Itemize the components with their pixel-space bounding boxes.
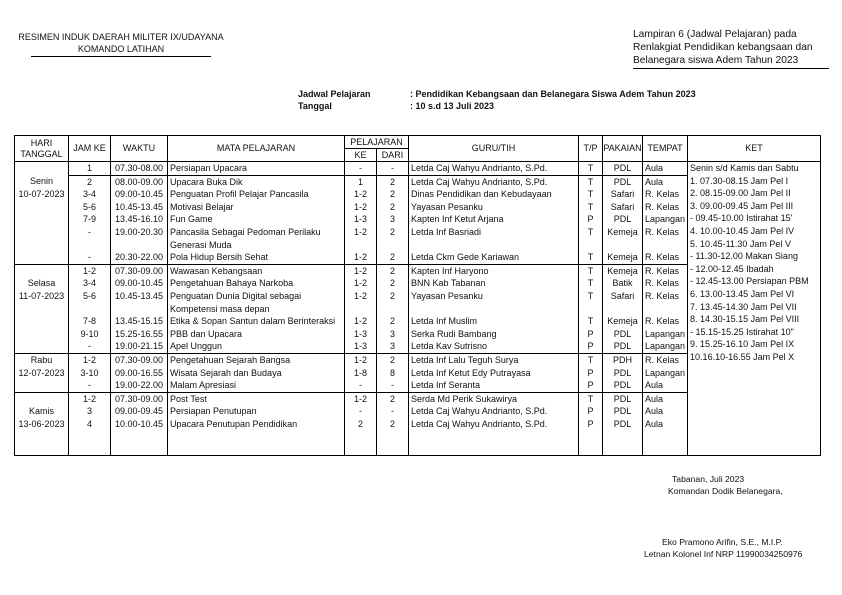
jam-cell: 1-2 — [69, 392, 111, 405]
header-right — [633, 28, 833, 69]
dari-cell: 3 — [377, 213, 409, 226]
dari-cell: 2 — [377, 392, 409, 405]
day-cell — [15, 430, 69, 443]
tp-cell — [579, 430, 603, 443]
guru-cell: Letda Inf Ketut Edy Putrayasa — [409, 367, 579, 380]
tp-cell: P — [579, 213, 603, 226]
subject-block — [298, 88, 696, 112]
pakaian-cell — [603, 443, 643, 456]
header-left-underline — [31, 56, 211, 57]
tp-cell: T — [579, 392, 603, 405]
waktu-cell — [111, 303, 168, 316]
jam-cell: 2 — [69, 175, 111, 188]
mapel-cell: Wisata Sejarah dan Budaya — [168, 367, 345, 380]
col-hari-tanggal: HARI TANGGAL — [15, 136, 69, 162]
waktu-cell — [111, 430, 168, 443]
tempat-cell: R. Kelas — [643, 226, 688, 239]
guru-cell — [409, 239, 579, 252]
tp-cell — [579, 303, 603, 316]
header-right-line3: Belanegara siswa Adem Tahun 2023 — [633, 55, 799, 66]
day-cell: 10-07-2023 — [15, 188, 69, 201]
mapel-cell: Penguatan Dunia Digital sebagai — [168, 290, 345, 303]
tempat-cell: Lapangan — [643, 328, 688, 341]
pakaian-cell: PDL — [603, 340, 643, 353]
pakaian-cell: Kemeja — [603, 251, 643, 264]
date-label: Tanggal — [298, 101, 332, 111]
waktu-cell: 08.00-09.00 — [111, 175, 168, 188]
day-cell — [15, 340, 69, 353]
col-ke: KE — [345, 149, 377, 162]
waktu-cell: 09.00-09.45 — [111, 405, 168, 418]
pakaian-cell — [603, 430, 643, 443]
ket-line: - 12.00-12.45 Ibadah — [690, 263, 774, 274]
mapel-cell: Pengetahuan Bahaya Narkoba — [168, 277, 345, 290]
pakaian-cell: PDL — [603, 162, 643, 176]
jam-cell — [69, 303, 111, 316]
ke-cell — [345, 443, 377, 456]
pakaian-cell: PDL — [603, 418, 643, 431]
tp-cell: T — [579, 175, 603, 188]
mapel-cell: Fun Game — [168, 213, 345, 226]
waktu-cell: 07.30-08.00 — [111, 162, 168, 176]
guru-cell: Serka Rudi Bambang — [409, 328, 579, 341]
ket-line: 9. 15.25-16.10 Jam Pel IX — [690, 339, 795, 350]
guru-cell: Letda Caj Wahyu Andrianto, S.Pd. — [409, 418, 579, 431]
tp-cell — [579, 239, 603, 252]
day-cell: Rabu — [15, 353, 69, 366]
ket-line: 2. 08.15-09.00 Jam Pel II — [690, 188, 791, 199]
ket-line: 8. 14.30-15.15 Jam Pel VIII — [690, 314, 800, 325]
tp-cell: P — [579, 328, 603, 341]
mapel-cell: Pengetahuan Sejarah Bangsa — [168, 353, 345, 366]
dari-cell — [377, 430, 409, 443]
waktu-cell: 07.30-09.00 — [111, 264, 168, 277]
dari-cell: - — [377, 162, 409, 176]
tempat-cell: R. Kelas — [643, 201, 688, 214]
pakaian-cell: PDL — [603, 175, 643, 188]
signature-name: Eko Pramono Arifin, S.E., M.I.P. — [662, 537, 783, 547]
ke-cell — [345, 430, 377, 443]
signature-place-date: Tabanan, Juli 2023 — [672, 474, 745, 484]
guru-cell — [409, 430, 579, 443]
tp-cell: P — [579, 379, 603, 392]
ke-cell: 1-3 — [345, 213, 377, 226]
pakaian-cell: PDL — [603, 328, 643, 341]
guru-cell: Letda Inf Muslim — [409, 315, 579, 328]
day-cell — [15, 264, 69, 277]
waktu-cell: 20.30-22.00 — [111, 251, 168, 264]
tp-cell: T — [579, 315, 603, 328]
ke-cell: 1-2 — [345, 277, 377, 290]
ket-line: 1. 07.30-08.15 Jam Pel I — [690, 175, 789, 186]
jam-cell: - — [69, 340, 111, 353]
signature-office: Komandan Dodik Belanegara, — [668, 486, 783, 496]
pakaian-cell: Kemeja — [603, 315, 643, 328]
dari-cell — [377, 239, 409, 252]
dari-cell: 2 — [377, 418, 409, 431]
ke-cell: 1-2 — [345, 264, 377, 277]
jam-cell: 3-4 — [69, 188, 111, 201]
ket-line: - 09.45-10.00 Istirahat 15' — [690, 213, 793, 224]
tempat-cell: Aula — [643, 175, 688, 188]
day-cell — [15, 328, 69, 341]
ke-cell: 1-3 — [345, 328, 377, 341]
ke-cell: 1-2 — [345, 226, 377, 239]
col-pakaian: PAKAIAN — [603, 136, 643, 162]
ket-line: 6. 13.00-13.45 Jam Pel VI — [690, 288, 795, 299]
signature-rank: Letnan Kolonel Inf NRP 11990034250976 — [644, 549, 803, 559]
jam-cell: 9-10 — [69, 328, 111, 341]
dari-cell: 2 — [377, 226, 409, 239]
mapel-cell: Kompetensi masa depan — [168, 303, 345, 316]
jam-cell — [69, 430, 111, 443]
day-cell — [15, 213, 69, 226]
header-left-line1: RESIMEN INDUK DAERAH MILITER IX/UDAYANA — [18, 32, 224, 42]
tempat-cell: Aula — [643, 392, 688, 405]
dari-cell: 2 — [377, 315, 409, 328]
ket-line: 7. 13.45-14.30 Jam Pel VII — [690, 301, 797, 312]
waktu-cell: 09.00-16.55 — [111, 367, 168, 380]
subject-value: : Pendidikan Kebangsaan dan Belanegara Siswa Adem Tahun 2023 — [410, 89, 696, 99]
tp-cell: T — [579, 264, 603, 277]
tempat-cell — [643, 239, 688, 252]
ket-cell — [688, 162, 821, 456]
tempat-cell: Lapangan — [643, 367, 688, 380]
mapel-cell: Persiapan Upacara — [168, 162, 345, 176]
tempat-cell: R. Kelas — [643, 290, 688, 303]
guru-cell: Yayasan Pesanku — [409, 290, 579, 303]
tempat-cell: Aula — [643, 162, 688, 176]
jam-cell: - — [69, 379, 111, 392]
schedule-table — [14, 135, 821, 456]
header-right-line2: Renlakgiat Pendidikan kebangsaan dan — [633, 42, 813, 53]
day-cell: 13-06-2023 — [15, 418, 69, 431]
waktu-cell: 09.00-10.45 — [111, 277, 168, 290]
dari-cell: 2 — [377, 264, 409, 277]
dari-cell: - — [377, 405, 409, 418]
header-right-underline — [633, 68, 829, 69]
day-cell — [15, 315, 69, 328]
mapel-cell: Penguatan Profil Pelajar Pancasila — [168, 188, 345, 201]
pakaian-cell: Safari — [603, 201, 643, 214]
tempat-cell: R. Kelas — [643, 277, 688, 290]
dari-cell: 2 — [377, 201, 409, 214]
mapel-cell: Malam Apresiasi — [168, 379, 345, 392]
ke-cell: 1-2 — [345, 353, 377, 366]
mapel-cell — [168, 430, 345, 443]
tempat-cell: R. Kelas — [643, 315, 688, 328]
mapel-cell — [168, 443, 345, 456]
ke-cell: 1-2 — [345, 315, 377, 328]
dari-cell: 3 — [377, 328, 409, 341]
jam-cell: - — [69, 251, 111, 264]
schedule-body — [15, 162, 821, 456]
col-ket: KET — [688, 136, 821, 162]
pakaian-cell: PDH — [603, 353, 643, 366]
ke-cell: 1-8 — [345, 367, 377, 380]
guru-cell: Letda Kav Sutrisno — [409, 340, 579, 353]
ke-cell — [345, 303, 377, 316]
tp-cell: P — [579, 405, 603, 418]
tempat-cell — [643, 443, 688, 456]
tp-cell: T — [579, 251, 603, 264]
mapel-cell: Pola Hidup Bersih Sehat — [168, 251, 345, 264]
pakaian-cell: PDL — [603, 379, 643, 392]
waktu-cell: 07.30-09.00 — [111, 392, 168, 405]
ket-line: - 12.45-13.00 Persiapan PBM — [690, 276, 809, 287]
jam-cell: 1-2 — [69, 353, 111, 366]
tp-cell: T — [579, 290, 603, 303]
tempat-cell: Aula — [643, 379, 688, 392]
ket-line: - 15.15-15.25 Istirahat 10" — [690, 326, 794, 337]
header-right-line1: Lampiran 6 (Jadwal Pelajaran) pada — [633, 29, 797, 40]
jam-cell: 3-10 — [69, 367, 111, 380]
dari-cell — [377, 303, 409, 316]
ke-cell: 2 — [345, 418, 377, 431]
guru-cell — [409, 303, 579, 316]
tp-cell: T — [579, 277, 603, 290]
guru-cell — [409, 443, 579, 456]
day-cell — [15, 392, 69, 405]
dari-cell: 2 — [377, 251, 409, 264]
jam-cell: - — [69, 226, 111, 239]
mapel-cell: Wawasan Kebangsaan — [168, 264, 345, 277]
tp-cell: P — [579, 367, 603, 380]
mapel-cell: PBB dan Upacara — [168, 328, 345, 341]
jam-cell: 5-6 — [69, 290, 111, 303]
dari-cell: 2 — [377, 188, 409, 201]
guru-cell: Letda Ckm Gede Kariawan — [409, 251, 579, 264]
ket-line: 5. 10.45-11.30 Jam Pel V — [690, 238, 791, 249]
dari-cell: 8 — [377, 367, 409, 380]
col-tp: T/P — [579, 136, 603, 162]
pakaian-cell: Safari — [603, 188, 643, 201]
ket-line: 10.16.10-16.55 Jam Pel X — [690, 351, 795, 362]
mapel-cell: Persiapan Penutupan — [168, 405, 345, 418]
ke-cell: 1-2 — [345, 201, 377, 214]
col-guru: GURU/TIH — [409, 136, 579, 162]
tp-cell: T — [579, 162, 603, 176]
dari-cell: 2 — [377, 277, 409, 290]
ke-cell — [345, 239, 377, 252]
day-cell: Kamis — [15, 405, 69, 418]
pakaian-cell: PDL — [603, 213, 643, 226]
tempat-cell — [643, 303, 688, 316]
jam-cell: 7-9 — [69, 213, 111, 226]
day-cell — [15, 201, 69, 214]
tp-cell: T — [579, 226, 603, 239]
guru-cell: Letda Caj Wahyu Andrianto, S.Pd. — [409, 175, 579, 188]
tempat-cell — [643, 430, 688, 443]
dari-cell: 2 — [377, 175, 409, 188]
jam-cell: 7-8 — [69, 315, 111, 328]
pakaian-cell — [603, 239, 643, 252]
dari-cell: 3 — [377, 340, 409, 353]
mapel-cell: Generasi Muda — [168, 239, 345, 252]
guru-cell: Kapten Inf Haryono — [409, 264, 579, 277]
pakaian-cell: Kemeja — [603, 226, 643, 239]
col-pelajaran: PELAJARAN — [345, 136, 409, 149]
waktu-cell: 19.00-21.15 — [111, 340, 168, 353]
jam-cell — [69, 443, 111, 456]
header-left-line2: KOMANDO LATIHAN — [77, 44, 165, 54]
day-cell — [15, 443, 69, 456]
dari-cell: 2 — [377, 290, 409, 303]
waktu-cell: 15.25-16.55 — [111, 328, 168, 341]
pakaian-cell: PDL — [603, 405, 643, 418]
col-waktu: WAKTU — [111, 136, 168, 162]
guru-cell: Letda Inf Seranta — [409, 379, 579, 392]
day-cell — [15, 379, 69, 392]
guru-cell: Kapten Inf Ketut Arjana — [409, 213, 579, 226]
ket-line: - 11.30-12.00 Makan Siang — [690, 251, 798, 262]
day-cell: 12-07-2023 — [15, 367, 69, 380]
pakaian-cell — [603, 303, 643, 316]
day-cell — [15, 239, 69, 252]
col-mata-pelajaran: MATA PELAJARAN — [168, 136, 345, 162]
waktu-cell: 09.00-10.45 — [111, 188, 168, 201]
waktu-cell: 10.00-10.45 — [111, 418, 168, 431]
waktu-cell — [111, 443, 168, 456]
col-jam-ke: JAM KE — [69, 136, 111, 162]
jam-cell: 3-4 — [69, 277, 111, 290]
ke-cell: - — [345, 405, 377, 418]
dari-cell — [377, 443, 409, 456]
jam-cell: 1-2 — [69, 264, 111, 277]
mapel-cell: Upacara Penutupan Pendidikan — [168, 418, 345, 431]
waktu-cell: 19.00-22.00 — [111, 379, 168, 392]
guru-cell: Letda Caj Wahyu Andrianto, S.Pd. — [409, 162, 579, 176]
subject-label: Jadwal Pelajaran — [298, 89, 371, 99]
tp-cell: T — [579, 353, 603, 366]
pakaian-cell: PDL — [603, 367, 643, 380]
waktu-cell: 07.30-09.00 — [111, 353, 168, 366]
jam-cell — [69, 239, 111, 252]
ke-cell: 1-2 — [345, 188, 377, 201]
mapel-cell: Post Test — [168, 392, 345, 405]
jam-cell: 3 — [69, 405, 111, 418]
pakaian-cell: Safari — [603, 290, 643, 303]
pakaian-cell: Kemeja — [603, 264, 643, 277]
tempat-cell: Aula — [643, 405, 688, 418]
tempat-cell: R. Kelas — [643, 264, 688, 277]
ket-line: 4. 10.00-10.45 Jam Pel IV — [690, 225, 795, 236]
jam-cell: 1 — [69, 162, 111, 176]
tp-cell: T — [579, 188, 603, 201]
day-cell: Selasa — [15, 277, 69, 290]
ke-cell: 1-3 — [345, 340, 377, 353]
mapel-cell: Upacara Buka Dik — [168, 175, 345, 188]
guru-cell: Letda Caj Wahyu Andrianto, S.Pd. — [409, 405, 579, 418]
tempat-cell: Aula — [643, 418, 688, 431]
ke-cell: - — [345, 379, 377, 392]
guru-cell: Letda Inf Lalu Teguh Surya — [409, 353, 579, 366]
tp-cell: P — [579, 340, 603, 353]
pakaian-cell: Batik — [603, 277, 643, 290]
ke-cell: 1-2 — [345, 251, 377, 264]
mapel-cell: Etika & Sopan Santun dalam Berinteraksi — [168, 315, 345, 328]
waktu-cell: 13.45-15.15 — [111, 315, 168, 328]
ke-cell: 1 — [345, 175, 377, 188]
day-cell — [15, 226, 69, 239]
tp-cell: T — [579, 201, 603, 214]
dari-cell: 2 — [377, 353, 409, 366]
day-cell — [15, 303, 69, 316]
tempat-cell: R. Kelas — [643, 353, 688, 366]
tp-cell — [579, 443, 603, 456]
ke-cell: - — [345, 162, 377, 176]
table-row — [15, 162, 821, 176]
waktu-cell: 10.45-13.45 — [111, 290, 168, 303]
day-cell — [15, 162, 69, 176]
guru-cell: Serda Md Perik Sukawirya — [409, 392, 579, 405]
tempat-cell: R. Kelas — [643, 251, 688, 264]
dari-cell: - — [377, 379, 409, 392]
day-cell: 11-07-2023 — [15, 290, 69, 303]
mapel-cell: Pancasila Sebagai Pedoman Perilaku — [168, 226, 345, 239]
pakaian-cell: PDL — [603, 392, 643, 405]
col-dari: DARI — [377, 149, 409, 162]
mapel-cell: Motivasi Belajar — [168, 201, 345, 214]
col-tempat: TEMPAT — [643, 136, 688, 162]
waktu-cell — [111, 239, 168, 252]
tempat-cell: R. Kelas — [643, 188, 688, 201]
guru-cell: Letda Inf Basriadi — [409, 226, 579, 239]
waktu-cell: 10.45-13.45 — [111, 201, 168, 214]
jam-cell: 5-6 — [69, 201, 111, 214]
header-left — [14, 31, 228, 57]
day-cell: Senin — [15, 175, 69, 188]
ket-line: Senin s/d Kamis dan Sabtu — [690, 163, 799, 173]
ket-line: 3. 09.00-09.45 Jam Pel III — [690, 200, 794, 211]
waktu-cell: 19.00-20.30 — [111, 226, 168, 239]
guru-cell: BNN Kab Tabanan — [409, 277, 579, 290]
ke-cell: 1-2 — [345, 290, 377, 303]
mapel-cell: Apel Unggun — [168, 340, 345, 353]
day-cell — [15, 251, 69, 264]
jam-cell: 4 — [69, 418, 111, 431]
waktu-cell: 13.45-16.10 — [111, 213, 168, 226]
ke-cell: 1-2 — [345, 392, 377, 405]
guru-cell: Dinas Pendidikan dan Kebudayaan — [409, 188, 579, 201]
guru-cell: Yayasan Pesanku — [409, 201, 579, 214]
tp-cell: P — [579, 418, 603, 431]
date-value: : 10 s.d 13 Juli 2023 — [410, 101, 495, 111]
tempat-cell: Lapangan — [643, 213, 688, 226]
tempat-cell: Lapangan — [643, 340, 688, 353]
